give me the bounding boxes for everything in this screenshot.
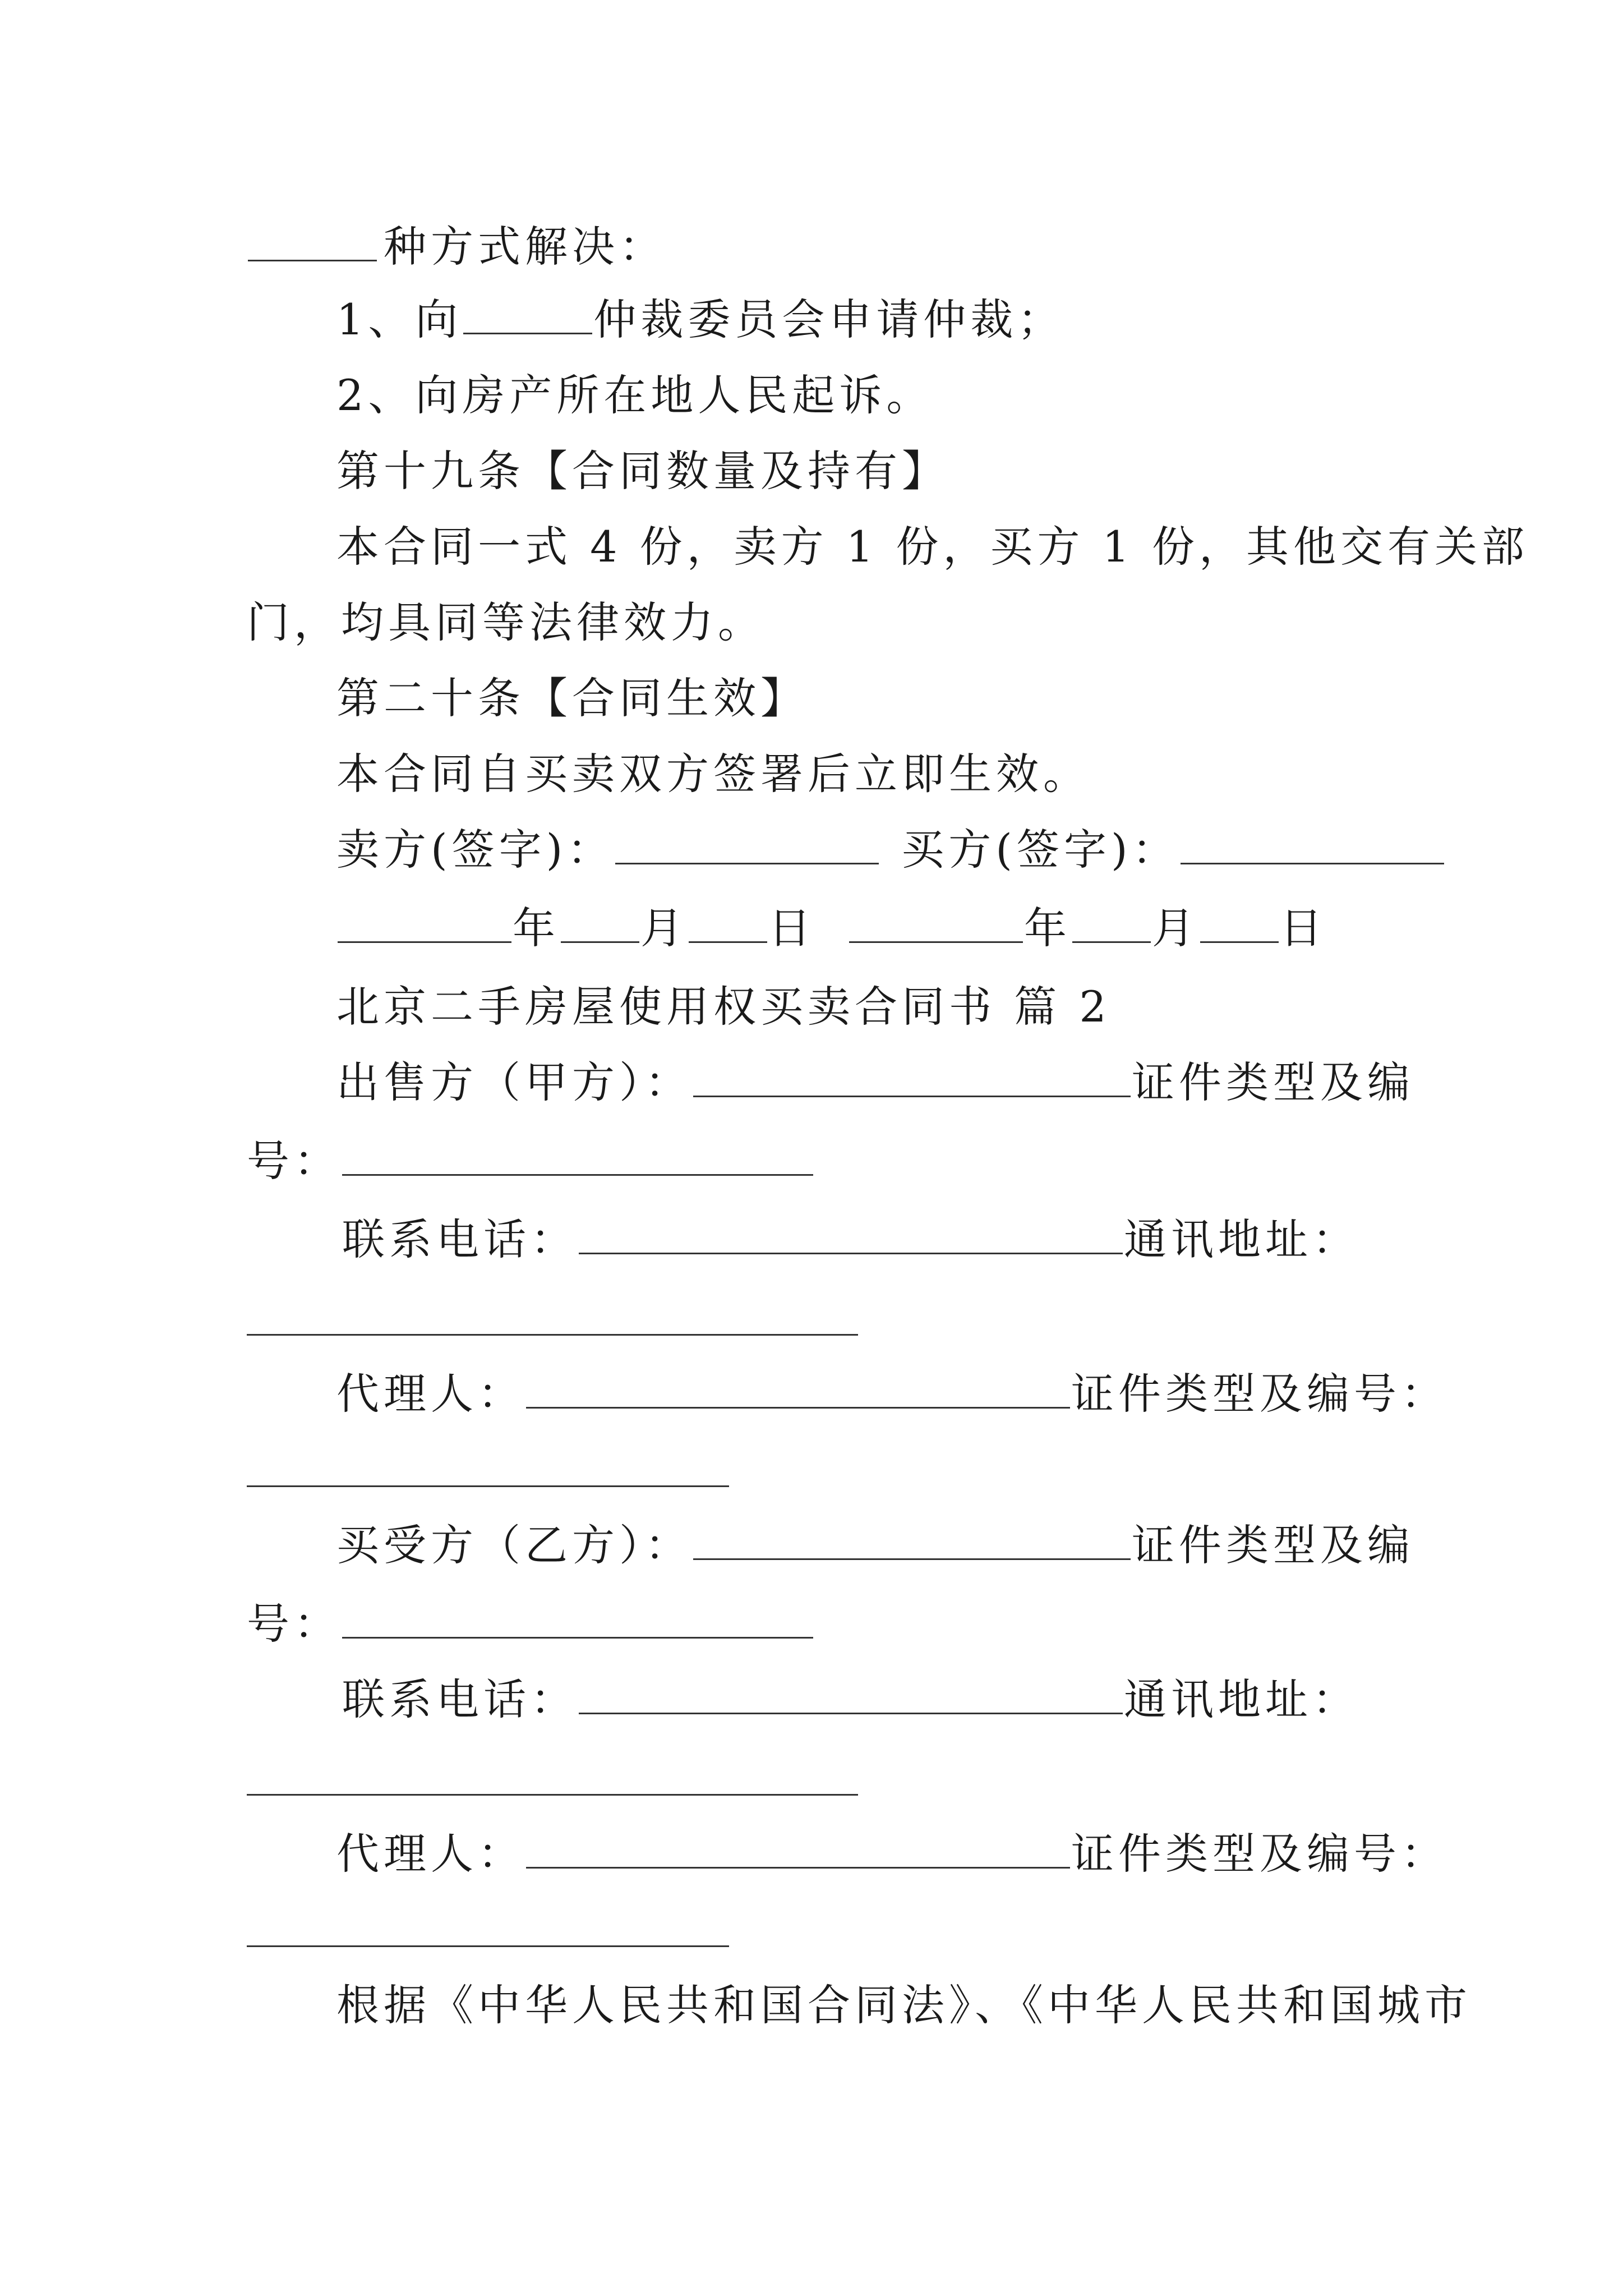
phone-label: 联系电话： [342, 1674, 578, 1724]
seller-id-blank [342, 1135, 813, 1176]
agent-blank [526, 1828, 1070, 1869]
address-blank [247, 1334, 858, 1336]
id-type-label: 证件类型及编 [1132, 1057, 1414, 1107]
text: 北京二手房屋使用权买卖合同书 篇 2 [336, 982, 1111, 1032]
month-blank [1072, 902, 1151, 943]
doc-line-arbitration [336, 292, 1064, 348]
id-no-label: 号： [247, 1136, 341, 1186]
id-type-label: 证件类型及编号： [1071, 1369, 1448, 1419]
text: 第十九条【合同数量及持有】 [336, 446, 949, 496]
day-label: 日 [1280, 903, 1327, 953]
buyer-name-blank [693, 1519, 1131, 1560]
article-20-title [336, 670, 808, 726]
section-title [336, 979, 1111, 1035]
id-no-label: 号： [247, 1599, 341, 1649]
seller-sign-blank [615, 823, 879, 864]
buyer-contact-line [342, 1672, 1359, 1728]
seller-party-line [336, 1055, 1414, 1111]
day-blank [1200, 902, 1279, 943]
date-line [336, 900, 1327, 956]
text: 本合同自买卖双方签署后立即生效。 [336, 749, 1090, 799]
buyer-party-line [336, 1517, 1414, 1573]
text: 仲裁委员会申请仲裁； [593, 295, 1065, 344]
month-blank [561, 902, 639, 943]
id-type-label: 证件类型及编号： [1071, 1829, 1448, 1879]
agent-label: 代理人： [336, 1829, 525, 1879]
agent-id-blank [247, 1485, 729, 1487]
buyer-party-label: 买受方（乙方）： [336, 1520, 692, 1570]
text: 2、向房产所在地人民起诉。 [336, 370, 934, 420]
phone-blank [579, 1673, 1123, 1714]
address-label: 通讯地址： [1124, 1674, 1359, 1724]
text: 1、向 [336, 295, 463, 344]
text: 根据《中华人民共和国合同法》、《中华人民共和国城市 [336, 1980, 1472, 2030]
agent-id-blank [247, 1945, 729, 1947]
seller-party-label: 出售方（甲方）： [336, 1057, 692, 1107]
buyer-sign-label: 买方(签字)： [901, 825, 1179, 875]
buyer-sign-blank [1181, 823, 1444, 864]
blank-field [463, 293, 592, 334]
text: 门，均具同等法律效力。 [247, 597, 765, 647]
text: 第二十条【合同生效】 [336, 673, 808, 723]
phone-label: 联系电话： [342, 1214, 578, 1264]
year-label: 年 [1024, 903, 1071, 953]
phone-blank [579, 1213, 1123, 1254]
day-label: 日 [768, 903, 815, 953]
year-blank [849, 902, 1023, 943]
buyer-id-line [247, 1596, 814, 1652]
legal-basis-line [336, 1977, 1472, 2033]
year-blank [338, 902, 511, 943]
buyer-id-blank [342, 1598, 813, 1639]
month-label: 月 [1152, 903, 1199, 953]
doc-line-resolution [247, 219, 666, 275]
article-19-paragraph-2 [247, 595, 765, 651]
agent-blank [526, 1368, 1070, 1409]
id-type-label: 证件类型及编 [1132, 1520, 1414, 1570]
article-20-paragraph-1 [336, 746, 1090, 802]
buyer-agent-line [336, 1826, 1448, 1882]
agent-label: 代理人： [336, 1369, 525, 1419]
seller-contact-line [342, 1212, 1359, 1268]
seller-sign-label: 卖方(签字)： [336, 825, 615, 875]
seller-id-line [247, 1133, 814, 1189]
blank-field [248, 220, 377, 261]
year-label: 年 [513, 903, 560, 953]
text: 种方式解决： [384, 222, 666, 272]
month-label: 月 [640, 903, 688, 953]
seller-name-blank [693, 1056, 1131, 1097]
article-19-paragraph-1 [336, 519, 1529, 575]
text: 本合同一式 4 份，卖方 1 份，买方 1 份，其他交有关部 [336, 522, 1529, 572]
doc-line-lawsuit [336, 367, 933, 424]
seller-agent-line [336, 1366, 1448, 1422]
article-19-title [336, 443, 949, 499]
day-blank [689, 902, 767, 943]
address-blank [247, 1794, 858, 1796]
address-label: 通讯地址： [1124, 1214, 1359, 1264]
signature-line [336, 822, 1445, 878]
